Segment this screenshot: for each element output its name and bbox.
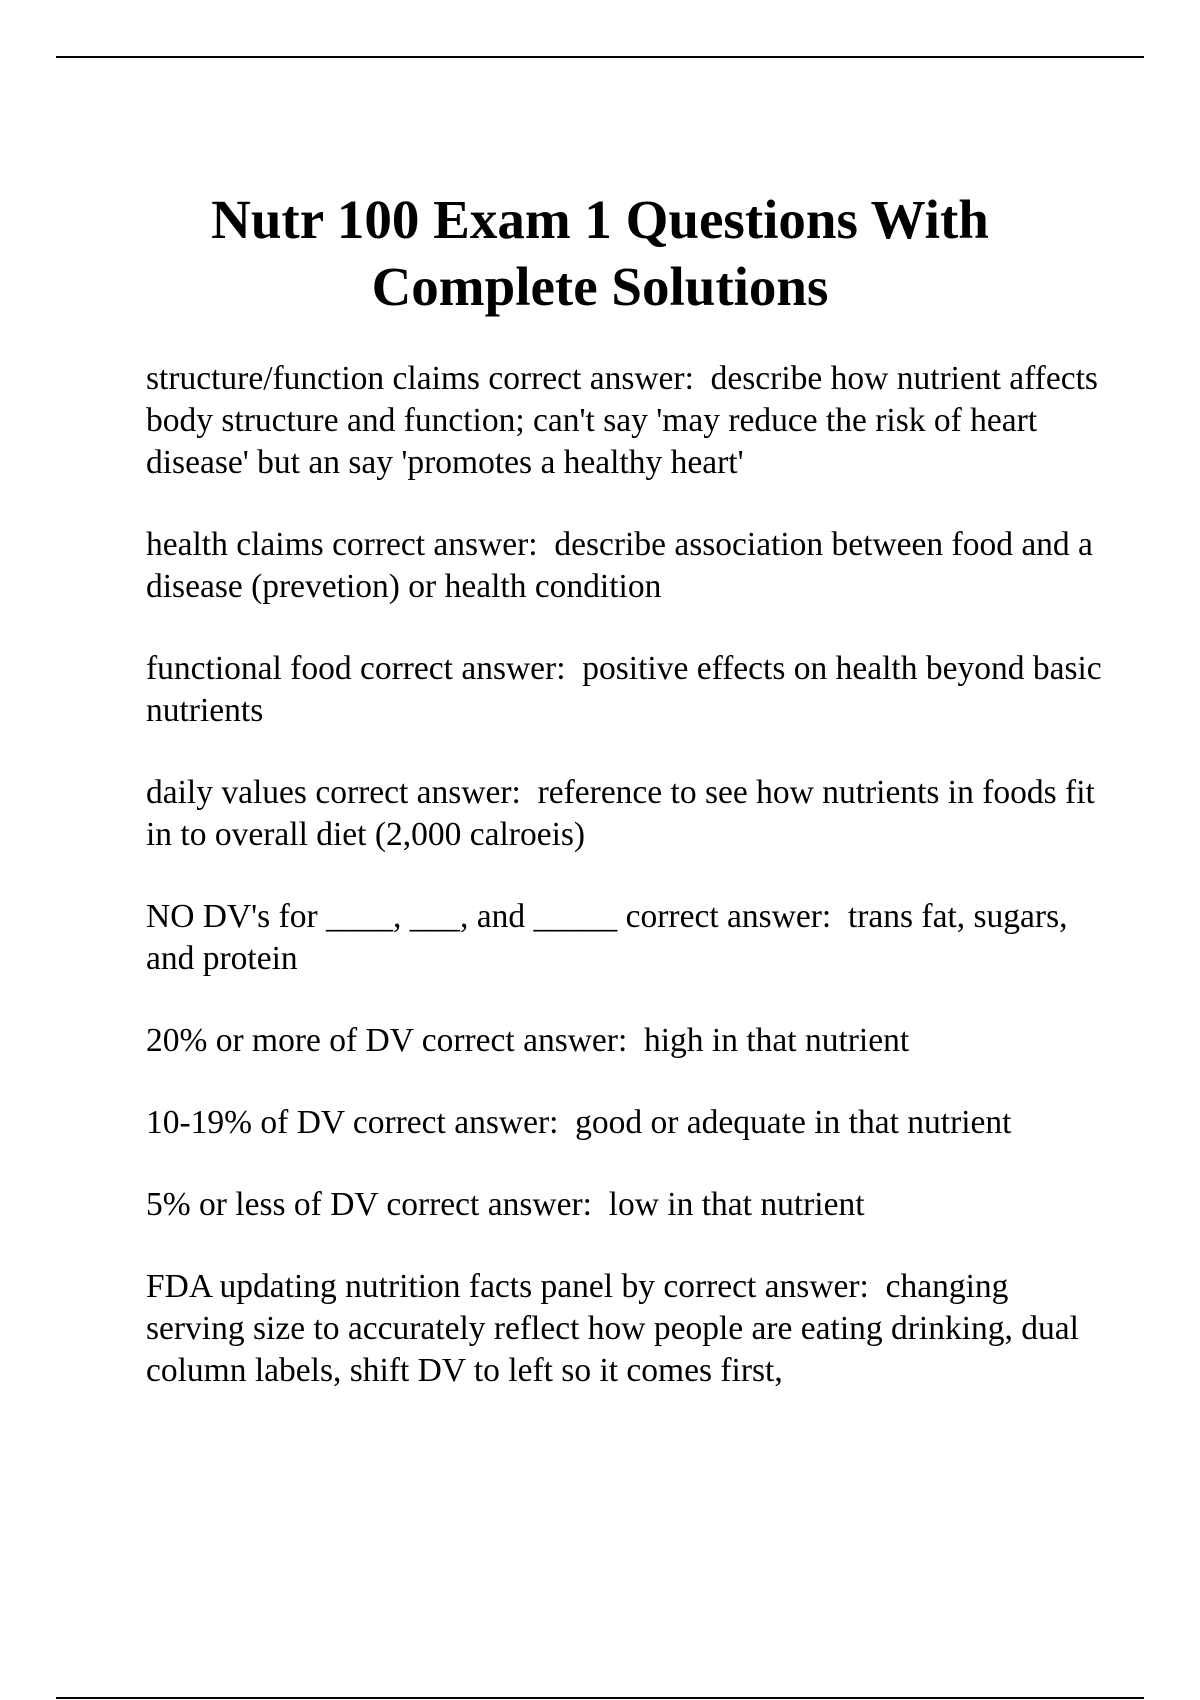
qa-separator: correct answer: bbox=[654, 1268, 886, 1305]
qa-item bbox=[146, 358, 1106, 484]
page-title bbox=[0, 186, 1200, 320]
qa-item bbox=[146, 772, 1106, 856]
qa-answer: changing serving size to accurately reflect how people are eating drinking, dual column labels, shift DV to left so it comes first, bbox=[146, 1268, 1088, 1389]
qa-answer: good or adequate in that nutrient bbox=[575, 1104, 1012, 1141]
qa-item bbox=[146, 648, 1111, 732]
title-line-1: Nutr 100 Exam 1 Questions With bbox=[211, 189, 989, 250]
qa-separator: correct answer: bbox=[617, 898, 848, 935]
qa-term: daily values bbox=[146, 774, 307, 811]
qa-term: functional food bbox=[146, 650, 352, 687]
qa-separator: correct answer: bbox=[351, 650, 583, 687]
qa-answer: positive effects on health beyond basic nutrients bbox=[146, 650, 1111, 729]
qa-term: 5% or less of DV bbox=[146, 1186, 378, 1223]
qa-separator: correct answer: bbox=[344, 1104, 576, 1141]
qa-answer: describe association between food and a disease (prevetion) or health condition bbox=[146, 526, 1102, 605]
qa-term: structure/function claims bbox=[146, 360, 480, 397]
qa-separator: correct answer: bbox=[323, 526, 555, 563]
qa-answer: reference to see how nutrients in foods fit in to overall diet (2,000 calroeis) bbox=[146, 774, 1104, 853]
qa-answer: trans fat, sugars, and protein bbox=[146, 898, 1076, 977]
qa-item bbox=[146, 1184, 1106, 1226]
qa-item bbox=[146, 1020, 1106, 1062]
qa-item bbox=[146, 896, 1106, 980]
qa-term: FDA updating nutrition facts panel by bbox=[146, 1268, 655, 1305]
qa-separator: correct answer: bbox=[306, 774, 538, 811]
qa-term: 20% or more of DV bbox=[146, 1022, 414, 1059]
qa-item bbox=[146, 524, 1106, 608]
qa-term: 10-19% of DV bbox=[146, 1104, 345, 1141]
bottom-rule bbox=[56, 1697, 1144, 1699]
qa-separator: correct answer: bbox=[479, 360, 711, 397]
qa-list bbox=[146, 358, 1111, 1432]
qa-answer: describe how nutrient affects body structure and function; can't say 'may reduce the risk of heart disease' but an say 'promotes a healthy heart' bbox=[146, 360, 1107, 481]
qa-term: health claims bbox=[146, 526, 324, 563]
qa-separator: correct answer: bbox=[413, 1022, 644, 1059]
qa-item bbox=[146, 1266, 1106, 1392]
qa-item bbox=[146, 1102, 1106, 1144]
qa-term: NO DV's for ____, ___, and _____ bbox=[146, 898, 618, 935]
qa-answer: high in that nutrient bbox=[644, 1022, 910, 1059]
title-line-2: Complete Solutions bbox=[371, 256, 829, 317]
qa-separator: correct answer: bbox=[378, 1186, 609, 1223]
top-rule bbox=[56, 56, 1144, 58]
qa-answer: low in that nutrient bbox=[608, 1186, 865, 1223]
